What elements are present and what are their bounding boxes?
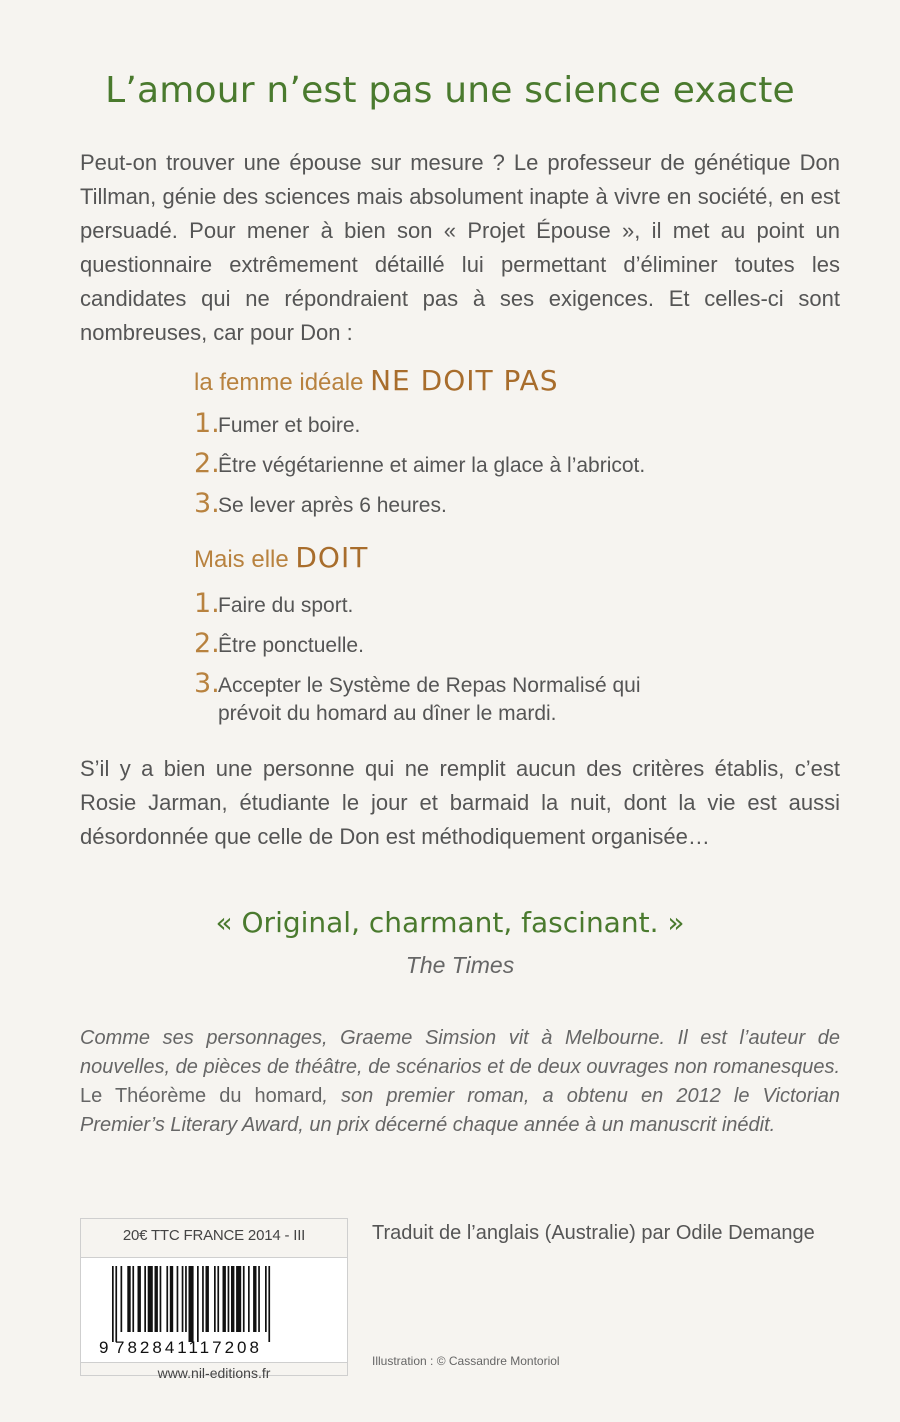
list-heading-must-not bbox=[194, 364, 559, 397]
item-text: Fumer et boire. bbox=[218, 414, 361, 437]
item-number: 3. bbox=[194, 668, 220, 699]
list-item bbox=[194, 408, 645, 440]
item-text: Être ponctuelle. bbox=[218, 634, 364, 657]
press-quote: « Original, charmant, fascinant. » bbox=[215, 906, 685, 939]
ean-prefix: 9 bbox=[99, 1338, 109, 1357]
author-bio bbox=[80, 1024, 840, 1140]
website-link: www.nil-editions.fr bbox=[157, 1365, 271, 1381]
item-number: 3. bbox=[194, 488, 220, 519]
list-item bbox=[194, 588, 688, 620]
bio-part1: Comme ses personnages, Graeme Simsion vit à Melbourne. Il est l’auteur de nouvelles, de pièces de théâtre, de scénarios et de deux ouvrages non romanesques. bbox=[80, 1027, 840, 1078]
bio-part2: , son premier roman, a obtenu en 2012 le Victorian Premier’s Literary Award, un prix décerné chaque année à un manuscrit inédit. bbox=[80, 1085, 841, 1136]
must-not-list bbox=[194, 408, 646, 532]
outro-paragraph: S’il y a bien une personne qui ne remplit aucun des critères établis, c’est Rosie Jarman, étudiante le jour et barmaid la nuit, dont la vie est aussi désordonnée que celle de Don est méthodiquement organisée… bbox=[80, 756, 840, 849]
ean-digits: 782841117208 bbox=[115, 1338, 262, 1357]
heading-prefix: Mais elle bbox=[194, 546, 289, 573]
heading-emphasis: NE DOIT PAS bbox=[370, 364, 559, 397]
list-item bbox=[194, 668, 688, 728]
translator-credit: Traduit de l’anglais (Australie) par Odile Demange bbox=[372, 1222, 815, 1244]
price-label: 20€ TTC FRANCE 2014 - III bbox=[122, 1227, 306, 1244]
list-heading-must bbox=[194, 541, 368, 574]
barcode-bars bbox=[112, 1266, 322, 1342]
item-number: 1. bbox=[194, 408, 220, 439]
list-item bbox=[194, 448, 646, 480]
item-text: Accepter le Système de Repas Normalisé qui prévoit du homard au dîner le mardi. bbox=[218, 674, 641, 725]
intro-paragraph: Peut-on trouver une épouse sur mesure ? Le professeur de génétique Don Tillman, génie des sciences mais absolument inapte à vivre en société, en est persuadé. Pour mener à bien son « Projet Épouse », il met au point un questionnaire extrêmement détaillé lui permettant d’éliminer toutes les candidates qui ne répondraient pas à ses exigences. Et celles-ci sont nombreuses, car pour Don : bbox=[80, 150, 840, 345]
list-item bbox=[194, 628, 688, 660]
illustration-credit: Illustration : © Cassandre Montoriol bbox=[372, 1354, 560, 1368]
item-number: 2. bbox=[194, 628, 220, 659]
barcode bbox=[81, 1257, 347, 1363]
list-item bbox=[194, 488, 645, 520]
barcode-box bbox=[80, 1218, 348, 1381]
must-list bbox=[194, 588, 688, 740]
item-text: Se lever après 6 heures. bbox=[218, 494, 447, 517]
heading-prefix: la femme idéale bbox=[194, 369, 364, 396]
book-title: Le Théorème du homard bbox=[80, 1085, 323, 1107]
item-number: 1. bbox=[194, 588, 220, 619]
quote-source: The Times bbox=[405, 952, 515, 978]
page-title: L’amour n’est pas une science exacte bbox=[105, 70, 795, 111]
heading-emphasis: DOIT bbox=[295, 541, 369, 574]
item-text: Être végétarienne et aimer la glace à l’abricot. bbox=[218, 454, 646, 477]
item-number: 2. bbox=[194, 448, 220, 479]
item-text: Faire du sport. bbox=[218, 594, 354, 617]
